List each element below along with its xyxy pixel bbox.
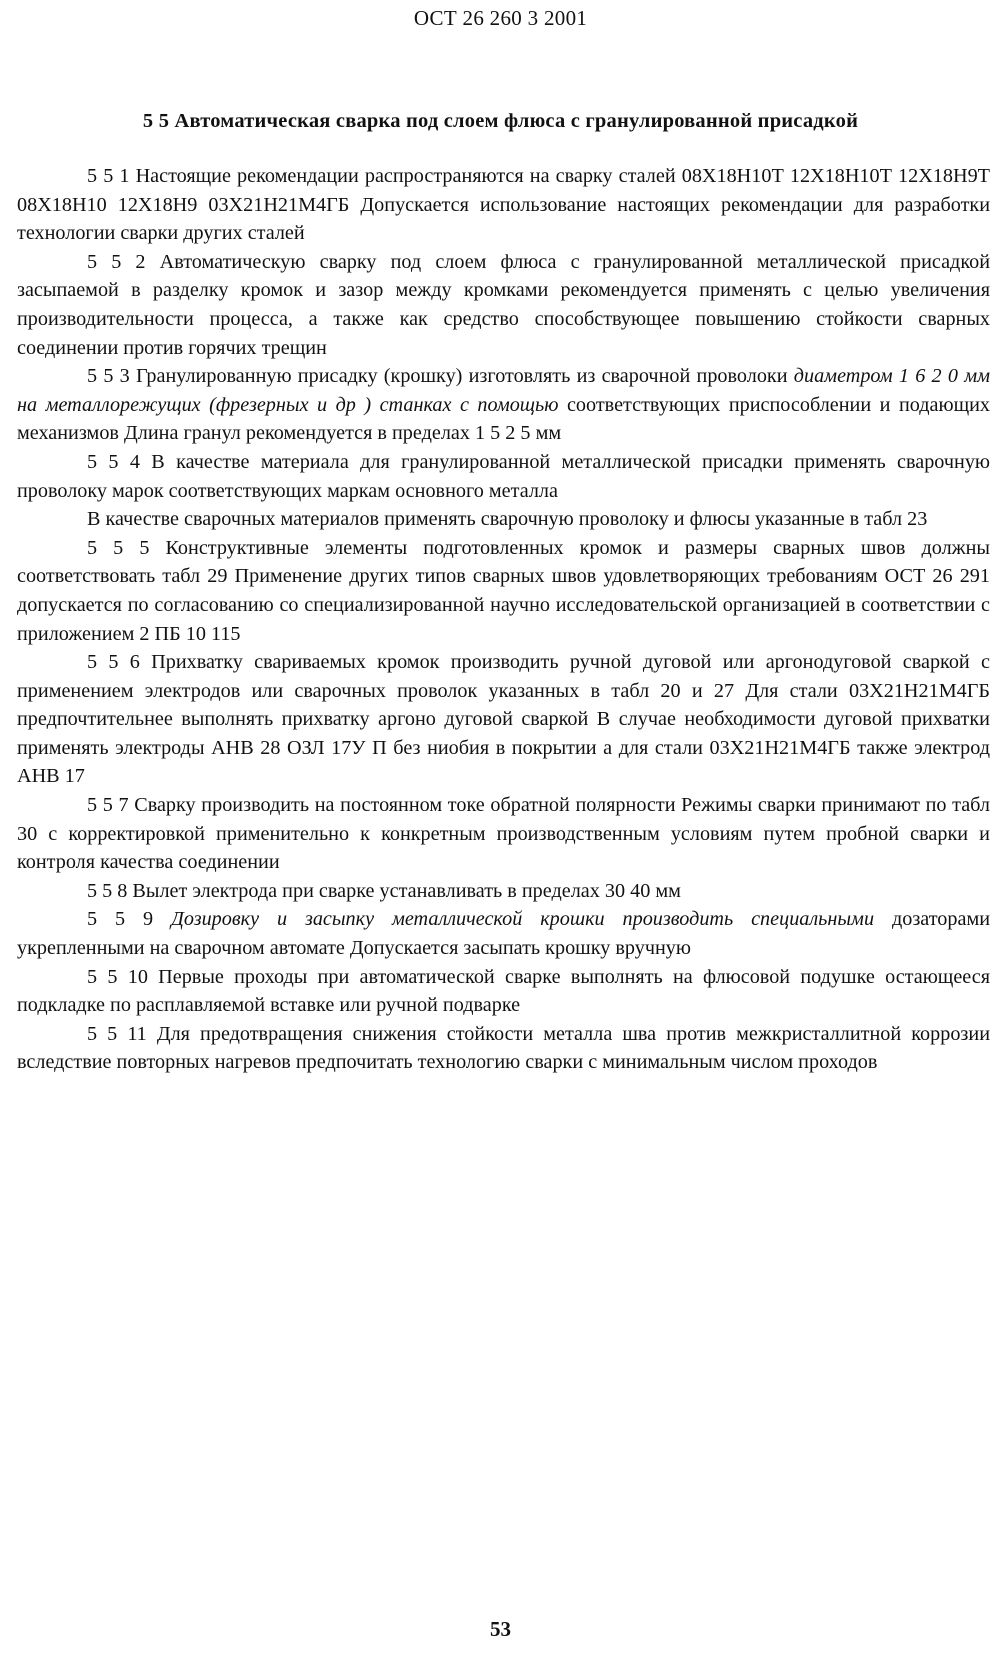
document-body bbox=[17, 162, 990, 1077]
paragraph-5-5-7: 5 5 7 Сварку производить на постоянном токе обратной полярности Режимы сварки принимают по табл 30 с корректировкой применительно к конкретным производственным условиям путем пробной сварки и контроля качества соединении bbox=[17, 794, 990, 874]
paragraph-materials: В качестве сварочных материалов применять сварочную проволоку и флюсы указанные в табл 23 bbox=[87, 508, 928, 531]
paragraph-5-5-2: 5 5 2 Автоматическую сварку под слоем флюса с гранулированной металлической присадкой засыпаемой в разделку кромок и зазор между кромками рекомендуется применять с целью увеличения производительности процесса, а также как средство способствующее повышению стойкости сварных соединении против горячих трещин bbox=[17, 250, 990, 359]
paragraph-5-5-3-lead: 5 5 3 Гранулированную присадку (крошку) изготовлять из сварочной проволоки bbox=[87, 365, 788, 388]
paragraph-5-5-9-tail: дозаторами укрепленными на сварочном автомате Допускается засыпать крошку вручную bbox=[17, 908, 991, 960]
paragraph-5-5-8: 5 5 8 Вылет электрода при сварке устанавливать в пределах 30 40 мм bbox=[87, 879, 681, 902]
paragraph-5-5-9 bbox=[17, 905, 990, 962]
paragraph-5-5-9-italic: Дозировку и засыпку металлической крошки производить специальными bbox=[171, 908, 875, 931]
paragraph-5-5-3 bbox=[17, 362, 990, 448]
paragraph-5-5-4: 5 5 4 В качестве материала для гранулированной металлической присадки применять сварочную проволоку марок соответствующих маркам основного металла bbox=[17, 450, 990, 502]
paragraph-5-5-5: 5 5 5 Конструктивные элементы подготовленных кромок и размеры сварных швов должны соответствовать табл 29 Применение других типов сварных швов удовлетворяющих требованиям ОСТ 26 291 допускается по согласованию со специализированной научно исследовательской организацией в соответствии с приложением 2 ПБ 10 115 bbox=[17, 536, 990, 645]
section-title: 5 5 Автоматическая сварка под слоем флюса с гранулированной присадкой bbox=[142, 110, 859, 132]
document-code-header: ОСТ 26 260 3 2001 bbox=[413, 6, 588, 30]
page-number: 53 bbox=[490, 1617, 511, 1641]
paragraph-5-5-3-italic: диаметром 1 6 2 0 мм на металлорежущих (фрезерных и др ) станках с помощью bbox=[17, 365, 990, 416]
paragraph-5-5-1: 5 5 1 Настоящие рекомендации распространяются на сварку сталей 08Х18Н10Т 12Х18Н10Т 12Х18Н9Т 08Х18Н10 12Х18Н9 03Х21Н21М4ГБ Допускается использование настоящих рекомендации для разработки технологии сварки других сталей bbox=[17, 165, 990, 245]
paragraph-5-5-6: 5 5 6 Прихватку свариваемых кромок производить ручной дуговой или аргонодуговой сваркой с применением электродов или сварочных проволок указанных в табл 20 и 27 Для стали 03Х21Н21М4ГБ предпочтительнее выполнять прихватку аргоно дуговой сваркой В случае необходимости дуговой прихватки применять электроды АНВ 28 ОЗЛ 17У П без ниобия в покрытии а для стали 03Х21Н21М4ГБ также электрод АНВ 17 bbox=[17, 651, 990, 788]
paragraph-5-5-3-tail: соответствующих приспособлении и подающих механизмов Длина гранул рекомендуется в пределах 1 5 2 5 мм bbox=[17, 393, 991, 445]
paragraph-5-5-11: 5 5 11 Для предотвращения снижения стойкости металла шва против межкристаллитной коррозии вследствие повторных нагревов предпочитать технологию сварки с минимальным числом проходов bbox=[17, 1022, 990, 1074]
paragraph-5-5-10: 5 5 10 Первые проходы при автоматической сварке выполнять на флюсовой подушке остающееся подкладке по расплавляемой вставке или ручной подварке bbox=[17, 965, 990, 1017]
paragraph-5-5-9-number: 5 5 9 bbox=[87, 908, 154, 931]
